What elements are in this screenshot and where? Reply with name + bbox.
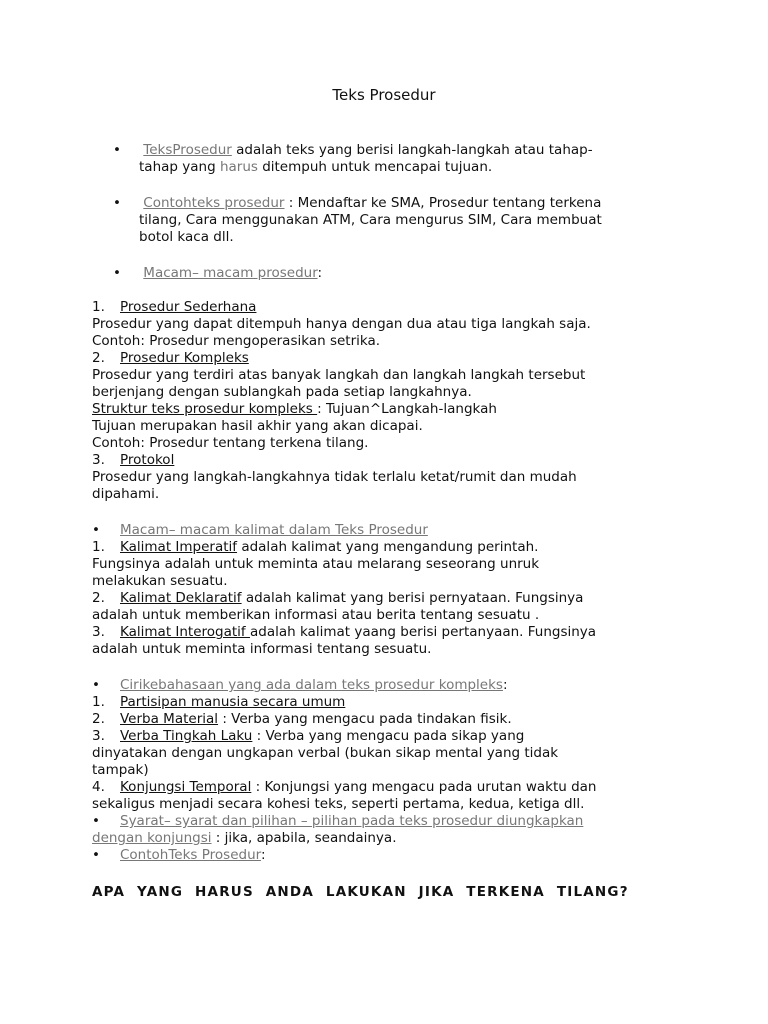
contoh-teks-link[interactable]: ContohTeks Prosedur xyxy=(120,847,261,863)
verba-material-heading: Verba Material xyxy=(120,711,219,727)
paragraph-text: dinyatakan dengan ungkapan verbal (bukan sikap mental yang tidak xyxy=(92,745,559,761)
list-number: 4. xyxy=(92,779,105,795)
cirikebahasaan-link[interactable]: Cirikebahasaan yang ada dalam teks prosedur kompleks xyxy=(120,677,503,693)
prosedur-kompleks-heading: Prosedur Kompleks xyxy=(120,350,249,366)
paragraph-text: berjenjang dengan sublangkah pada setiap langkahnya. xyxy=(92,384,472,400)
protokol-heading: Protokol xyxy=(120,452,175,468)
macam-kalimat-link[interactable]: Macam– macam kalimat dalam Teks Prosedur xyxy=(120,522,428,538)
contoh-teks-prosedur-link[interactable]: Contohteks prosedur xyxy=(143,195,285,211)
colon-text: : xyxy=(317,265,323,281)
ciri-section xyxy=(92,677,682,864)
bullet-icon: • xyxy=(92,813,100,829)
bullet-icon: • xyxy=(113,195,121,211)
paragraph-text: adalah kalimat yaang berisi pertanyaan. Fungsinya xyxy=(249,624,597,640)
colon-text: : xyxy=(502,677,508,693)
konjungsi-link[interactable]: dengan konjungsi xyxy=(92,830,212,846)
paragraph-text: ditempuh untuk mencapai tujuan. xyxy=(257,159,493,175)
paragraph-text: adalah teks yang berisi langkah-langkah atau tahap- xyxy=(231,142,593,158)
paragraph-text: adalah untuk meminta informasi tentang sesuatu. xyxy=(92,641,432,657)
bullet-icon: • xyxy=(113,142,121,158)
paragraph-text: : Verba yang mengacu pada sikap yang xyxy=(252,728,525,744)
partisipan-heading: Partisipan manusia secara umum xyxy=(120,694,346,710)
page-title: Teks Prosedur xyxy=(332,86,436,104)
bullet-icon: • xyxy=(113,265,121,281)
harus-link[interactable]: harus xyxy=(219,159,258,175)
struktur-link[interactable]: Struktur teks prosedur kompleks xyxy=(92,401,318,417)
paragraph-text: tilang, Cara menggunakan ATM, Cara mengurus SIM, Cara membuat xyxy=(139,212,602,228)
list-number: 2. xyxy=(92,711,105,727)
paragraph-text: Contoh: Prosedur tentang terkena tilang. xyxy=(92,435,369,451)
verba-tingkah-laku-heading: Verba Tingkah Laku xyxy=(120,728,253,744)
paragraph-text: : Mendaftar ke SMA, Prosedur tentang terkena xyxy=(284,195,602,211)
list-number: 3. xyxy=(92,624,105,640)
paragraph-text: Prosedur yang terdiri atas banyak langkah dan langkah langkah tersebut xyxy=(92,367,586,383)
paragraph-text: botol kaca dll. xyxy=(139,229,234,245)
paragraph-text: : Konjungsi yang mengacu pada urutan waktu dan xyxy=(251,779,597,795)
paragraph-text: tampak) xyxy=(92,762,149,778)
syarat-link[interactable]: Syarat– syarat dan pilihan – pilihan pada teks prosedur diungkapkan xyxy=(120,813,584,829)
kalimat-section xyxy=(92,522,682,658)
paragraph-text: Prosedur yang langkah-langkahnya tidak terlalu ketat/rumit dan mudah xyxy=(92,469,577,485)
kalimat-deklaratif-heading: Kalimat Deklaratif xyxy=(120,590,242,606)
list-number: 3. xyxy=(92,452,105,468)
paragraph-text: melakukan sesuatu. xyxy=(92,573,228,589)
list-number: 1. xyxy=(92,539,105,555)
paragraph-text: tahap yang xyxy=(139,159,220,175)
paragraph-text: : jika, apabila, seandainya. xyxy=(211,830,397,846)
kalimat-interogatif-heading: Kalimat Interogatif xyxy=(120,624,250,640)
list-number: 2. xyxy=(92,590,105,606)
kalimat-imperatif-heading: Kalimat Imperatif xyxy=(120,539,238,555)
bullet-icon: • xyxy=(92,522,100,538)
paragraph-text: Contoh: Prosedur mengoperasikan setrika. xyxy=(92,333,381,349)
prosedur-section xyxy=(92,299,682,503)
konjungsi-temporal-heading: Konjungsi Temporal xyxy=(120,779,252,795)
list-number: 1. xyxy=(92,694,105,710)
paragraph-text: Tujuan merupakan hasil akhir yang akan dicapai. xyxy=(92,418,423,434)
list-number: 3. xyxy=(92,728,105,744)
paragraph-text: adalah untuk memberikan informasi atau berita tentang sesuatu . xyxy=(92,607,540,623)
list-number: 1. xyxy=(92,299,105,315)
macam-prosedur-link[interactable]: Macam– macam prosedur xyxy=(143,265,318,281)
paragraph-text: : Verba yang mengacu pada tindakan fisik. xyxy=(218,711,512,727)
paragraph-text: sekaligus menjadi secara kohesi teks, seperti pertama, kedua, ketiga dll. xyxy=(92,796,585,812)
paragraph-text: Fungsinya adalah untuk meminta atau melarang seseorang unruk xyxy=(92,556,540,572)
list-number: 2. xyxy=(92,350,105,366)
paragraph-text: Prosedur yang dapat ditempuh hanya dengan dua atau tiga langkah saja. xyxy=(92,316,591,332)
section-heading: APA YANG HARUS ANDA LAKUKAN JIKA TERKENA TILANG? xyxy=(92,884,629,900)
paragraph-text: : Tujuan^Langkah-langkah xyxy=(317,401,497,417)
paragraph-text: adalah kalimat yang berisi pernyataan. Fungsinya xyxy=(241,590,584,606)
bullet-icon: • xyxy=(92,677,100,693)
prosedur-sederhana-heading: Prosedur Sederhana xyxy=(120,299,257,315)
teks-prosedur-link[interactable]: TeksProsedur xyxy=(143,142,232,158)
paragraph-text: adalah kalimat yang mengandung perintah. xyxy=(237,539,539,555)
bullet-icon: • xyxy=(92,847,100,863)
paragraph-text: dipahami. xyxy=(92,486,160,502)
colon-text: : xyxy=(260,847,266,863)
